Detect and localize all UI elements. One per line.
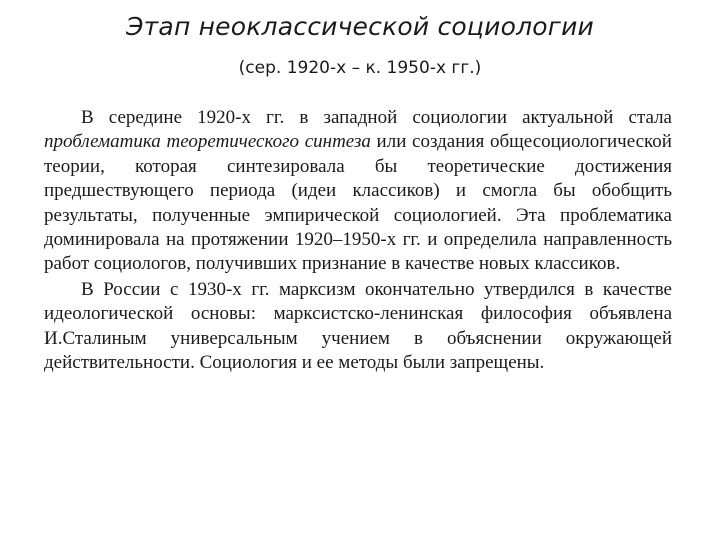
paragraph-1-text-start: В середине 1920-х гг. в западной социологии актуальной стала [81,107,672,128]
slide-body [44,106,672,375]
slide-title: Этап неоклассической социологии [126,12,594,41]
paragraph-1 [44,106,672,277]
paragraph-1-text-end: или создания общесоциологической теории, которая синтезировала бы теоретические достижения предшествующего периода (идеи классиков) и смогла бы обобщить результаты, полученные эмпирической социологией. Эта проблематика доминировала на протяжении 1920–1950-х гг. и определила направленность работ социологов, получивших признание в качестве новых классиков. [44,131,672,275]
paragraph-1-emphasis: проблематика теоретического синтеза [44,131,371,153]
slide-subtitle: (сер. 1920‑х – к. 1950‑х гг.) [238,58,482,78]
paragraph-2: В России с 1930-х гг. марксизм окончательно утвердился в качестве идеологической основы: марксистско-ленинская философия объявлена И.Сталиным универсальным учением в объяснении окружающей действительности. Социология и ее методы были запрещены. [44,278,672,374]
